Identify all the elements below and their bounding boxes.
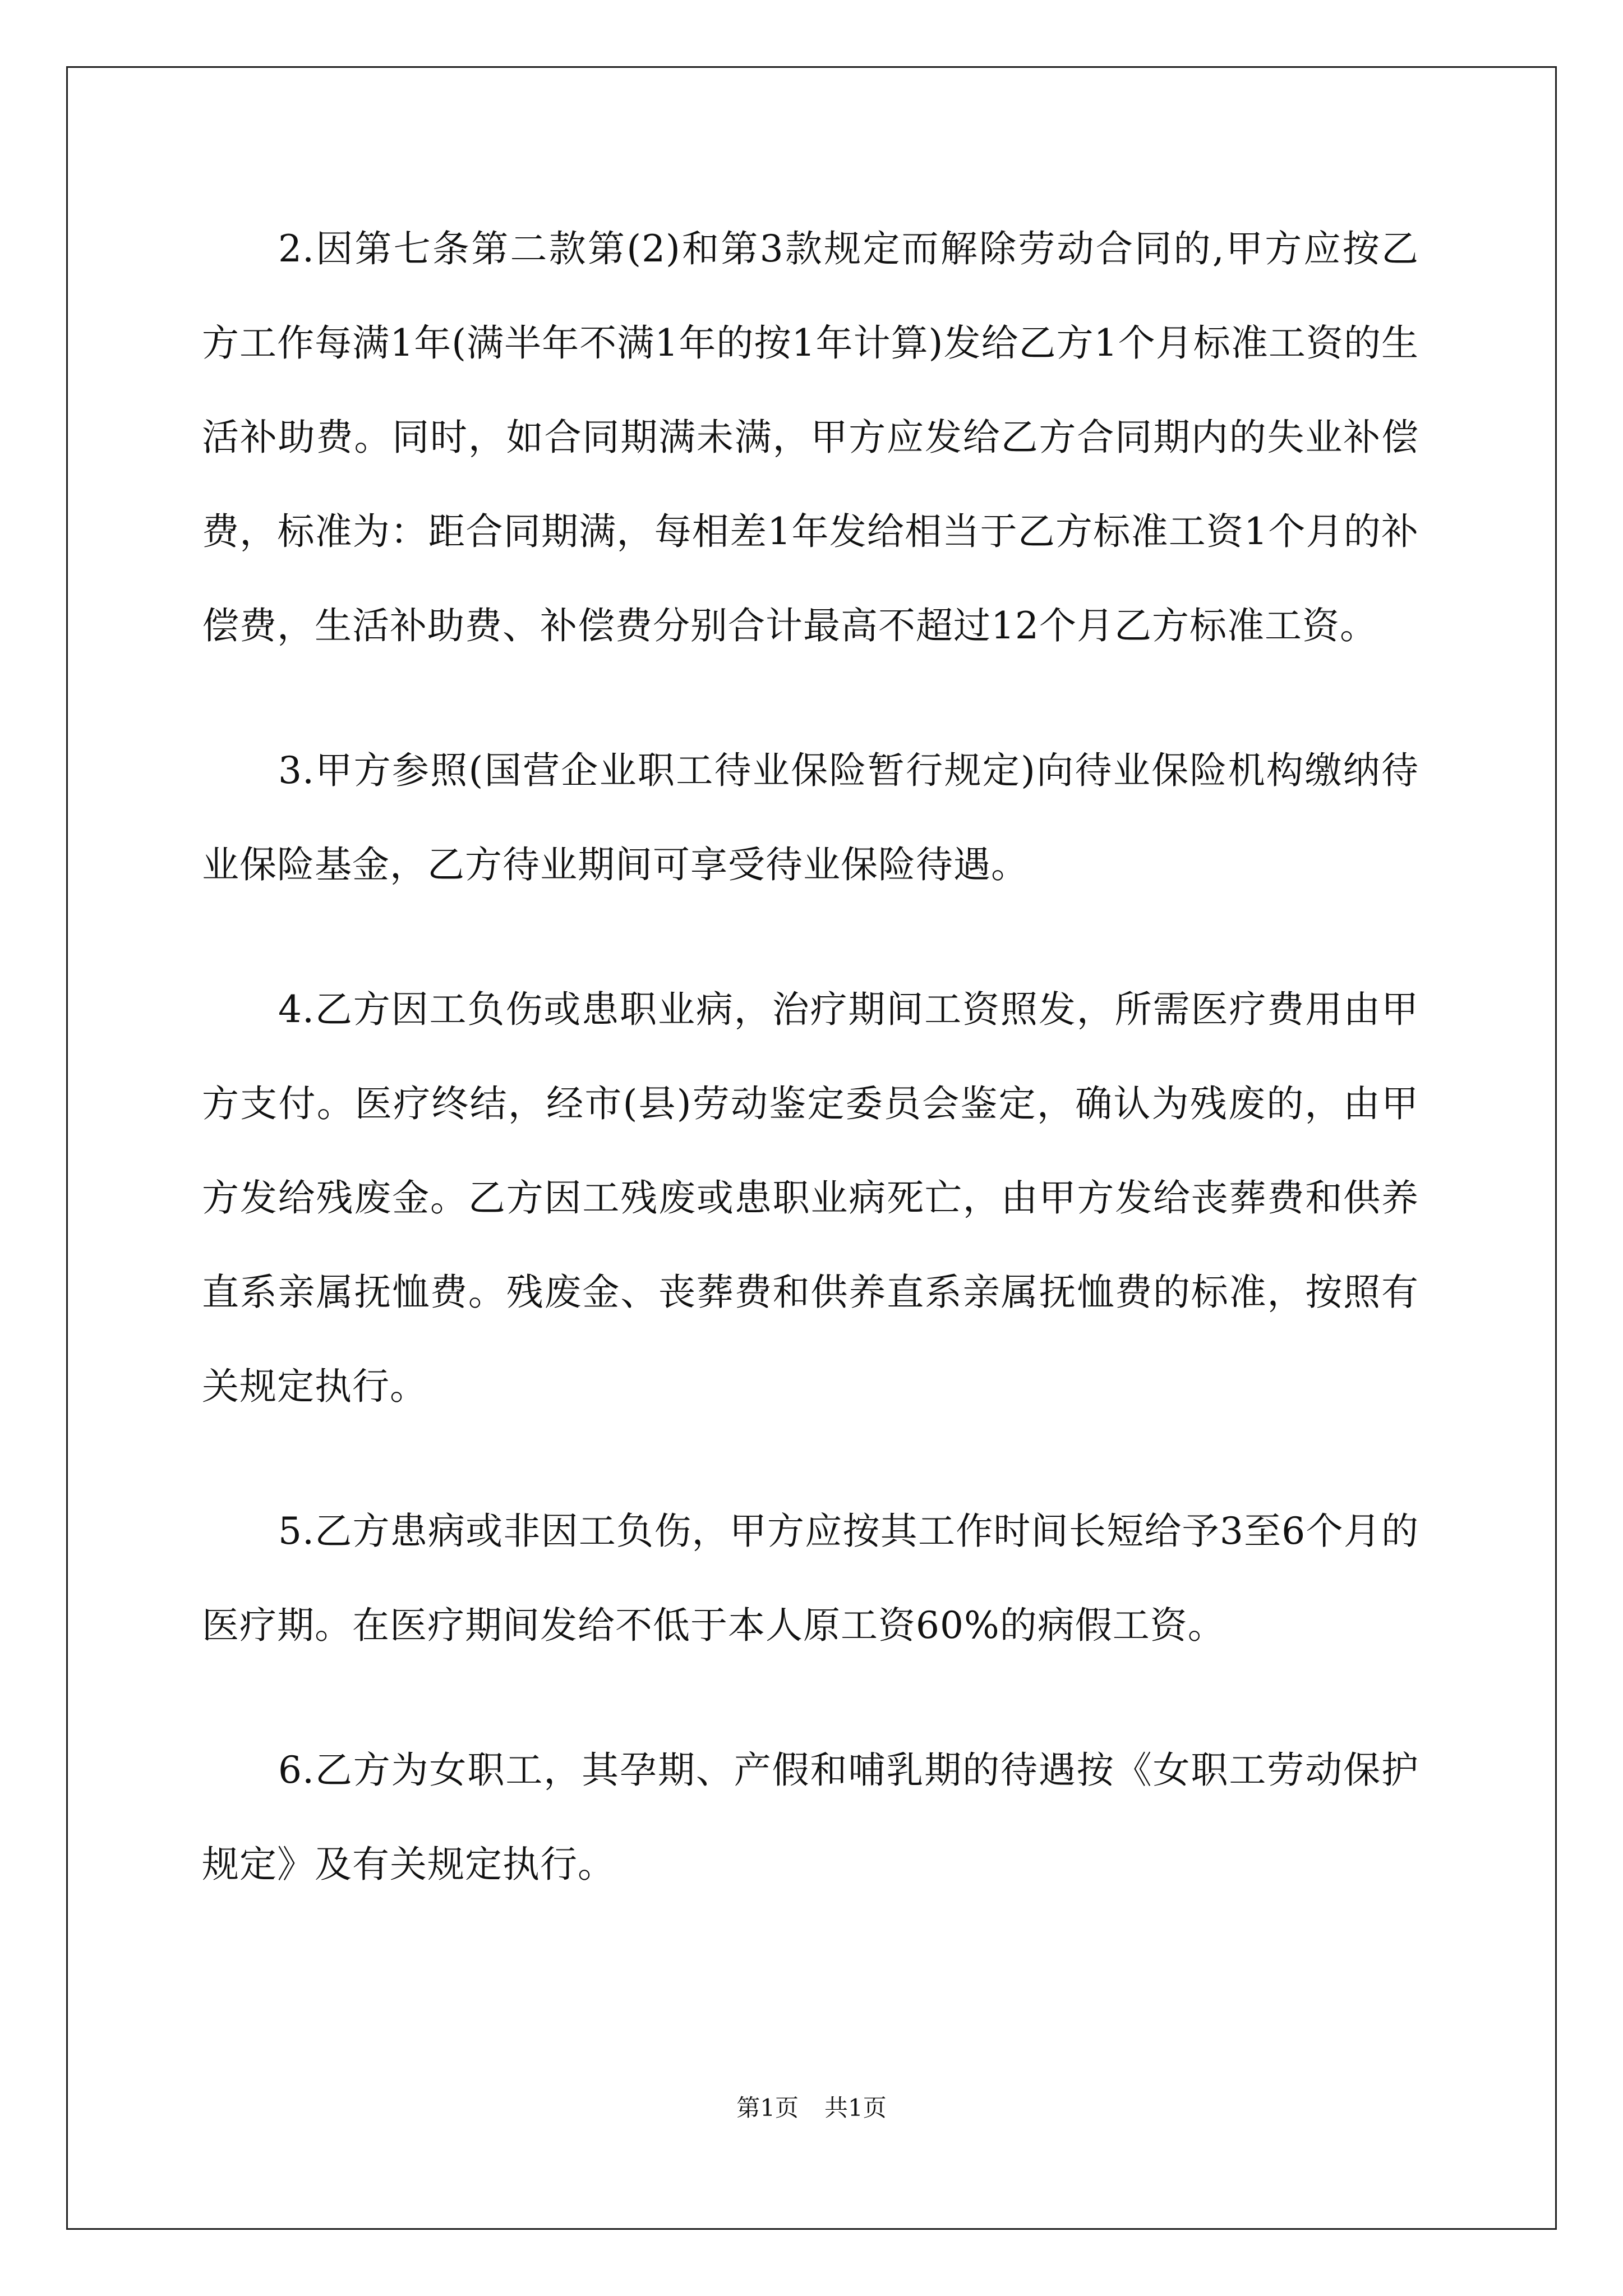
page-total: 共1页 [824, 2094, 887, 2122]
paragraph-clause-4: 4.乙方因工负伤或患职业病，治疗期间工资照发，所需医疗费用由甲方支付。医疗终结，经市(县)劳动鉴定委员会鉴定，确认为残废的，由甲方发给残废金。乙方因工残废或患职业病死亡，由甲方发给丧葬费和供养直系亲属抚恤费。残废金、丧葬费和供养直系亲属抚恤费的标准，按照有关规定执行。 [202, 988, 1419, 1408]
document-body [202, 202, 1419, 1962]
paragraph-clause-6: 6.乙方为女职工，其孕期、产假和哺乳期的待遇按《女职工劳动保护规定》及有关规定执行。 [202, 1749, 1419, 1886]
page-footer [0, 2091, 1623, 2125]
paragraph-clause-5: 5.乙方患病或非因工负伤，甲方应按其工作时间长短给予3至6个月的医疗期。在医疗期间发给不低于本人原工资60%的病假工资。 [202, 1510, 1419, 1647]
paragraph-clause-3: 3.甲方参照(国营企业职工待业保险暂行规定)向待业保险机构缴纳待业保险基金，乙方待业期间可享受待业保险待遇。 [202, 749, 1419, 886]
page-number: 第1页 [736, 2094, 799, 2122]
paragraph-clause-2: 2.因第七条第二款第(2)和第3款规定而解除劳动合同的,甲方应按乙方工作每满1年(满半年不满1年的按1年计算)发给乙方1个月标准工资的生活补助费。同时，如合同期满未满，甲方应发给乙方合同期内的失业补偿费，标准为：距合同期满，每相差1年发给相当于乙方标准工资1个月的补偿费，生活补助费、补偿费分别合计最高不超过12个月乙方标准工资。 [202, 227, 1419, 647]
